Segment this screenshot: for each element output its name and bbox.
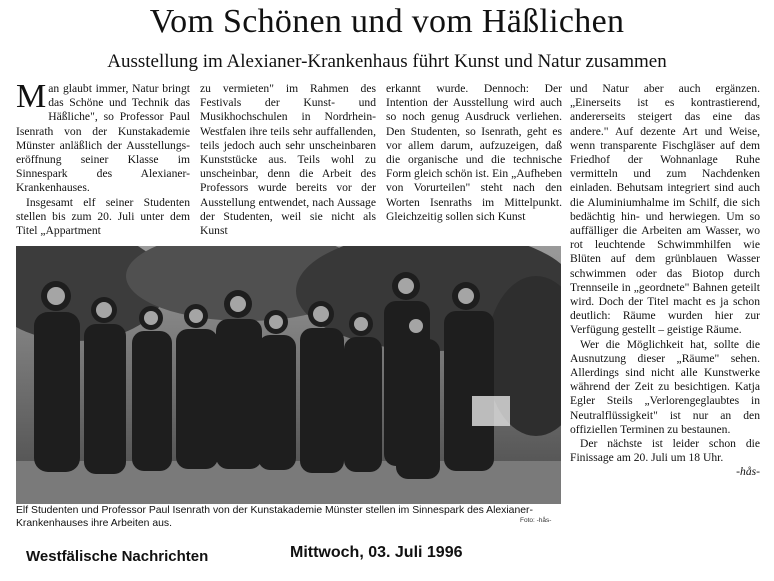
article-column-2 — [200, 82, 376, 242]
photo-credit: Foto: -hås- — [520, 517, 552, 524]
headline: Vom Schönen und vom Häßlichen — [149, 3, 625, 40]
photo-illustration — [16, 246, 561, 504]
subheadline: Ausstellung im Alexianer-Krankenhaus führt Kunst und Natur zusammen — [107, 51, 667, 72]
group-photo — [16, 246, 561, 504]
photo-caption: Elf Studenten und Professor Paul Isenrath von der Kunstakademie Münster stellen im Sinnespark des Alexianer-Krankenhauses ihre Arbeiten aus. — [16, 505, 533, 529]
newspaper-name: Westfälische Nachrichten — [26, 548, 209, 565]
drop-cap: M — [16, 82, 47, 115]
paragraph: und Natur aber auch ergänzen. „Einerseits ist es kontrastierend, andererseits steigert das eine das andere." Auf dezente Art und Weise, wenn transparente Fischgläser auf dem Friedhof der Wohnanlage Ruhe vermitteln und zum Nachdenken einladen. Behutsam integriert sind auch die Aluminiumhalme im Schilf, die sich bedächtig hin- und herwiegen. Um so auffälliger die Arbeiten am Wasser, wo rot leuchtende Schwimmhilfen wie Blüten auf dem grünblauen Wasser schwimmen oder das Biotop durch Trennseile in „geordnete" Bahnen geteilt wird. Doch der Titel macht es ja schon deutlich: Räume wurden hier zur Verfügung gestellt – geistige Räume. — [570, 82, 760, 337]
article-column-3 — [386, 82, 562, 242]
paragraph: Der nächste ist leider schon die Finissage am 20. Juli um 18 Uhr. — [570, 437, 760, 465]
author-signature: -hås- — [736, 465, 760, 479]
paragraph: Insgesamt elf seiner Studenten stellen bis zum 20. Juli unter dem Titel „Appartment — [16, 195, 190, 238]
paragraph: Man glaubt immer, Natur bringt das Schöne und Technik das Häßliche", so Professor Paul Isenrath von der Kunstakademie Münster anläßlich der Ausstellungs-eröffnung seiner Klasse im Sinnespark des Alexianer-Krankenhauses. — [16, 82, 190, 195]
article-column-4 — [570, 82, 760, 534]
publication-date: Mittwoch, 03. Juli 1996 — [290, 544, 463, 561]
paragraph: Wer die Möglichkeit hat, sollte die Ausnutzung dieser „Räume" sehen. Allerdings sind nicht alle Kunstwerke während der Zeit zu besichtigen. Katja Egler Steils „Verlorengeglaubtes in Neutralflüssigkeit" ist nur an den offiziellen Terminen zu bestaunen. — [570, 337, 760, 436]
paragraph: erkannt wurde. Dennoch: Der Intention der Ausstellung wird auch so noch genug Ausdruck verliehen. Den Studenten, so Isenrath, geht es vor allem darum, aufzuzeigen, daß die organische und die technische Form gleich schön ist. Ein „Aufheben von Vorurteilen" steht nach den Worten Isenraths im Mittelpunkt. Gleichzeitig sollen sich Kunst — [386, 82, 562, 223]
article-column-1 — [16, 82, 190, 242]
paragraph: zu vermieten" im Rahmen des Festivals der Kunst- und Musikhochschulen in Nordrhein-Westfalen ihre teils sehr auffallenden, teils jedoch auch sehr unscheinbaren Kunststücke aus. Teils wohl zu unscheinbar, denn die Arbeit des Professors wurde bereits vor der Ausstellung entwendet, nach Aussage der Studenten, weil sie nicht als Kunst — [200, 82, 376, 238]
